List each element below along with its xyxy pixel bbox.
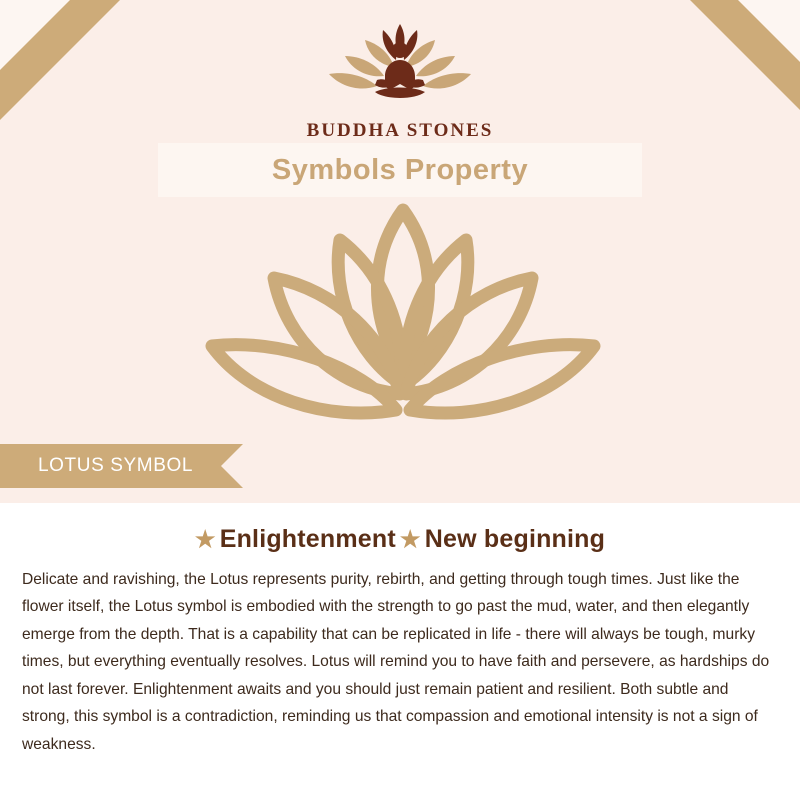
lotus-meditation-figure-icon <box>305 14 495 118</box>
star-icon-middle: ★ <box>399 526 421 552</box>
brand-block <box>0 14 800 142</box>
section-ribbon-label: LOTUS SYMBOL <box>38 455 194 476</box>
description-paragraph: Delicate and ravishing, the Lotus represents purity, rebirth, and getting through tough times. Just like the flower itself, the Lotus symbol is embodied with the strength to go past the mud, water, and then elegantly emerge from the depth. That is a capability that can be replicated in life - there will always be tough, murky times, but everything eventually resolves. Lotus will remind you to have faith and persevere, as hardships do not last forever. Enlightenment awaits and you should just remain patient and resilient. Both subtle and strong, this symbol is a contradiction, reminding us that compassion and emotional intensity is not a sign of weakness. <box>22 571 770 753</box>
description-panel <box>0 503 800 800</box>
page-title-band <box>158 143 642 197</box>
headline <box>0 525 800 554</box>
page-title: Symbols Property <box>271 153 529 186</box>
headline-part-two: New beginning <box>424 525 606 553</box>
star-icon-left: ★ <box>194 526 216 552</box>
brand-name: BUDDHA STONES <box>306 120 494 141</box>
headline-part-one: Enlightenment <box>219 525 396 553</box>
section-ribbon <box>0 444 221 488</box>
lotus-flower-icon <box>188 196 618 496</box>
